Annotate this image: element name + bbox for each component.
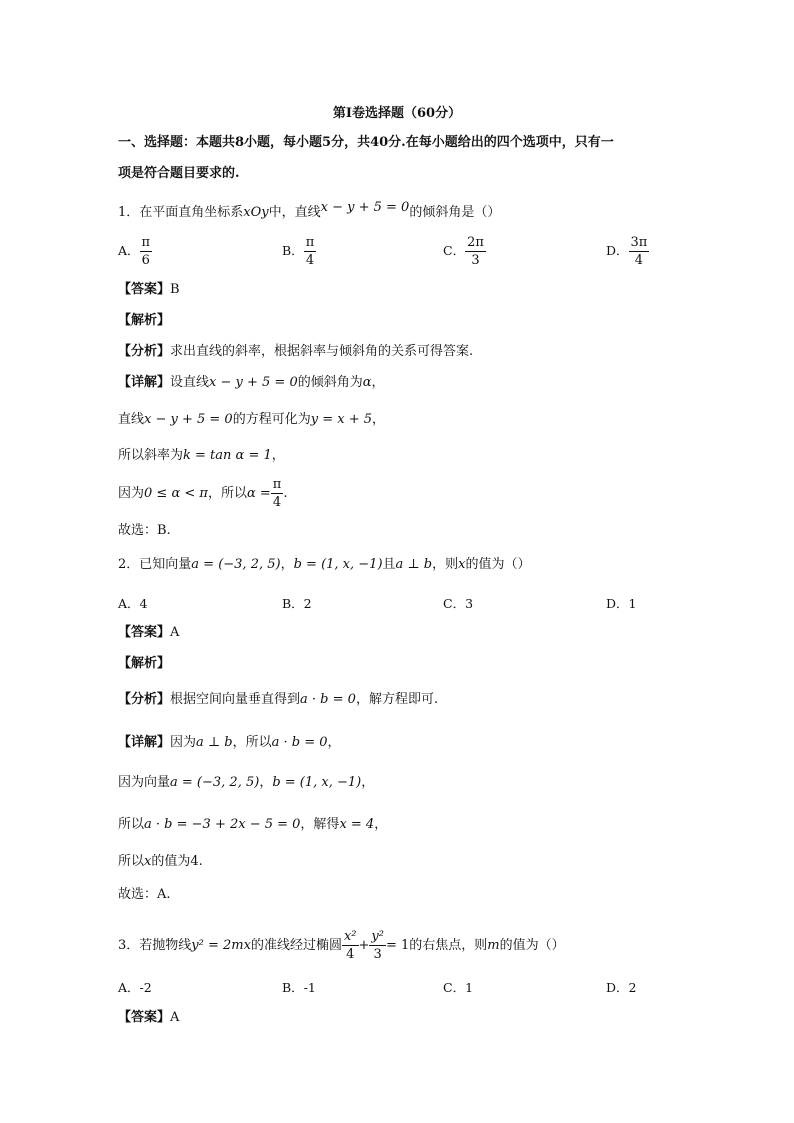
section-title: 第Ⅰ卷选择题（60分） bbox=[332, 106, 462, 121]
q1-xiangjie-line-3: 所以斜率为k = tan α = 1， bbox=[118, 448, 285, 463]
vector-a: a = (−3, 2, 5) bbox=[191, 557, 281, 572]
q2-answer: 【答案】A bbox=[118, 625, 180, 640]
q1-xiangjie-line-2: 直线x − y + 5 = 0的方程可化为y = x + 5， bbox=[118, 412, 386, 427]
q1-option-d: D． $\frac{3\pi}{4}$ bbox=[606, 235, 648, 268]
q1-stem: 1．在平面直角坐标系xOy中，直线x − y + 5 = 0的倾斜角是（） bbox=[118, 200, 501, 220]
q1-answer: 【答案】B bbox=[118, 282, 180, 297]
q2-xiangjie-line-4: 所以x的值为4. bbox=[118, 854, 203, 869]
q2-stem: 2．已知向量a = (−3, 2, 5)，b = (1, x, −1)且a ⊥ b，则x的值为（） bbox=[118, 557, 531, 572]
q1-analysis-heading: 【解析】 bbox=[118, 313, 171, 328]
q2-xiangjie-line-2: 因为向量a = (−3, 2, 5)，b = (1, x, −1)， bbox=[118, 775, 375, 790]
q1-option-b: B． $\frac{\pi}{4}$ bbox=[282, 235, 315, 268]
q1-choice: 故选：B. bbox=[118, 523, 171, 538]
q3-stem: 3．若抛物线y² = 2mx的准线经过椭圆 $\frac{\text{x²}}{4}$ + $\frac{\text{y²}}{3}$ = 1的右焦点，则m的值为（） bbox=[118, 929, 565, 962]
q2-xiangjie-line-1: 【详解】因为a ⊥ b，所以a · b = 0， bbox=[118, 735, 341, 750]
q2-option-b: B．2 bbox=[282, 596, 312, 611]
q2-option-a: A．4 bbox=[118, 596, 148, 611]
coordinate-system: xOy bbox=[243, 205, 269, 220]
q3-option-c: C．1 bbox=[443, 980, 474, 995]
instructions-line-2: 项是符合题目要求的. bbox=[118, 166, 240, 181]
q2-option-c: C．3 bbox=[443, 596, 474, 611]
q2-analysis-heading: 【解析】 bbox=[118, 656, 171, 671]
parabola-equation: y² = 2mx bbox=[191, 938, 251, 953]
q1-xiangjie-line-4: 因为0 ≤ α < π，所以α = $\frac{\pi}{4}$ . bbox=[118, 477, 288, 510]
q1-option-a: A． $\frac{\pi}{6}$ bbox=[118, 235, 151, 268]
q2-xiangjie-line-3: 所以a · b = −3 + 2x − 5 = 0，解得x = 4， bbox=[118, 817, 388, 832]
pi-over-4-fraction: $\frac{\pi}{4}$ bbox=[272, 477, 282, 510]
q1-line-equation: x − y + 5 = 0 bbox=[320, 200, 410, 215]
q3-option-d: D．2 bbox=[606, 980, 637, 995]
ellipse-term-y: $\frac{\text{y²}}{3}$ bbox=[371, 929, 384, 962]
ellipse-term-x: $\frac{\text{x²}}{4}$ bbox=[343, 929, 357, 962]
q1-fenxi: 【分析】求出直线的斜率，根据斜率与倾斜角的关系可得答案. bbox=[118, 344, 474, 359]
q1-option-c: C． $\frac{2\pi}{3}$ bbox=[443, 235, 484, 268]
q2-choice: 故选：A. bbox=[118, 887, 171, 902]
q1-option-c-fraction: $\frac{2\pi}{3}$ bbox=[467, 235, 484, 268]
q3-answer: 【答案】A bbox=[118, 1010, 180, 1025]
q1-option-b-fraction: $\frac{\pi}{4}$ bbox=[305, 235, 315, 268]
q2-option-d: D．1 bbox=[606, 596, 637, 611]
q1-option-d-fraction: $\frac{3\pi}{4}$ bbox=[630, 235, 648, 268]
vector-b: b = (1, x, −1) bbox=[293, 557, 383, 572]
q1-xiangjie-line-1: 【详解】设直线x − y + 5 = 0的倾斜角为α， bbox=[118, 375, 385, 390]
q2-fenxi: 【分析】根据空间向量垂直得到a · b = 0，解方程即可. bbox=[118, 692, 439, 707]
q1-option-a-fraction: $\frac{\pi}{6}$ bbox=[141, 235, 151, 268]
instructions-line-1: 一、选择题：本题共8小题，每小题5分，共40分.在每小题给出的四个选项中，只有一 bbox=[118, 135, 614, 150]
q3-option-b: B．-1 bbox=[282, 980, 316, 995]
q3-option-a: A．-2 bbox=[118, 980, 152, 995]
